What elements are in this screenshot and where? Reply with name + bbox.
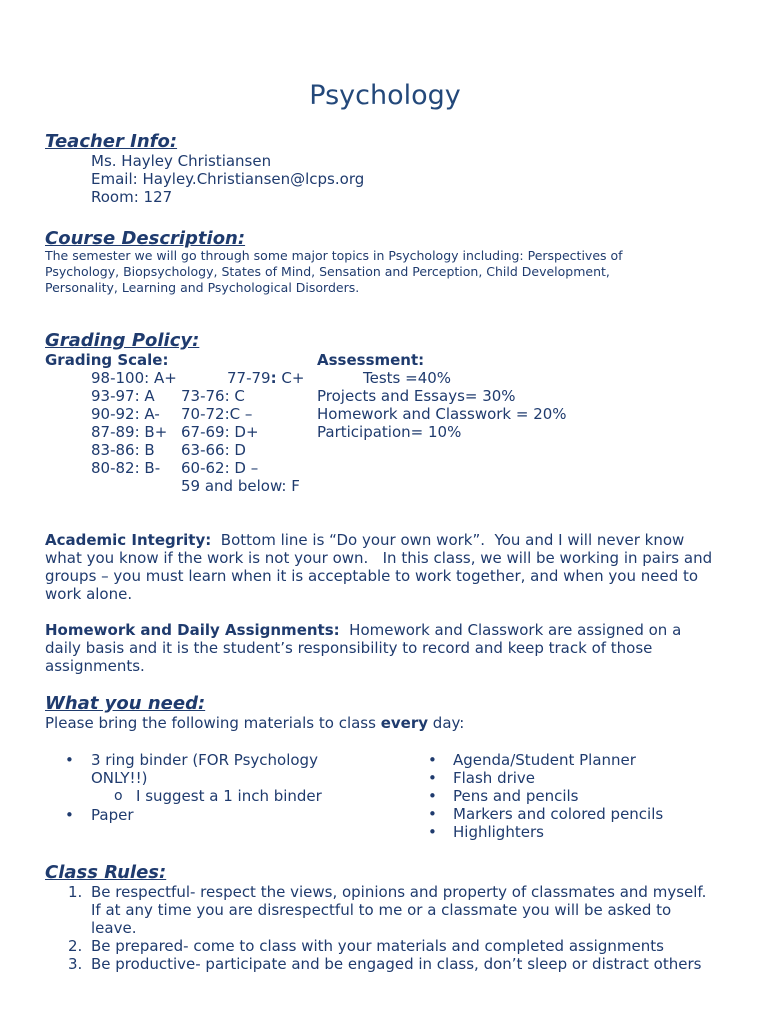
grade-range: 63-66: D	[181, 441, 246, 459]
materials-item: 3 ring binder (FOR Psychology	[91, 751, 318, 769]
academic-integrity-label: Academic Integrity:	[45, 531, 212, 549]
course-description-line: Personality, Learning and Psychological Disorders.	[45, 280, 360, 295]
materials-intro-text: Please bring the following materials to class	[45, 714, 381, 732]
grading-scale-label: Grading Scale:	[45, 351, 169, 369]
homework-line	[45, 621, 681, 639]
teacher-name: Ms. Hayley Christiansen	[91, 152, 272, 170]
rule-text: leave.	[91, 919, 137, 937]
grade-range: 59 and below: F	[181, 477, 300, 495]
materials-item: Flash drive	[453, 769, 536, 787]
grade-range: 87-89: B+	[91, 423, 168, 441]
course-description-line: The semester we will go through some major topics in Psychology including: Perspectives of	[45, 248, 623, 263]
materials-item: Paper	[91, 806, 134, 824]
teacher-email: Email: Hayley.Christiansen@lcps.org	[91, 170, 365, 188]
materials-intro-text: day:	[428, 714, 465, 732]
materials-item: Markers and colored pencils	[453, 805, 664, 823]
academic-integrity-line: what you know if the work is not your own. In this class, we will be working in pairs and	[45, 549, 713, 567]
bullet-icon: •	[428, 805, 437, 823]
rule-number: 2.	[68, 937, 83, 955]
grade-range: 80-82: B-	[91, 459, 161, 477]
rule-text: If at any time you are disrespectful to me or a classmate you will be asked to	[91, 901, 672, 919]
what-you-need-heading: What you need:	[45, 693, 206, 714]
assessment-item: Projects and Essays= 30%	[317, 387, 516, 405]
grade-range-colon: :	[270, 369, 277, 387]
grade-range: 67-69: D+	[181, 423, 259, 441]
materials-intro	[45, 714, 464, 732]
bullet-icon: •	[65, 806, 74, 824]
grade-range-value: 77-79	[227, 369, 271, 387]
assessment-item: Participation= 10%	[317, 423, 462, 441]
grade-range: 60-62: D –	[181, 459, 259, 477]
academic-integrity-text: Bottom line is “Do your own work”. You and I will never know	[211, 531, 685, 549]
materials-intro-emphasis: every	[380, 714, 429, 732]
sub-bullet-icon: o	[114, 788, 123, 804]
materials-item: ONLY!!)	[91, 769, 148, 787]
bullet-icon: •	[65, 751, 74, 769]
class-rules-heading: Class Rules:	[45, 862, 167, 883]
teacher-room: Room: 127	[91, 188, 173, 206]
homework-line: daily basis and it is the student’s responsibility to record and keep track of those	[45, 639, 653, 657]
rule-number: 1.	[68, 883, 83, 901]
bullet-icon: •	[428, 787, 437, 805]
grade-range: 90-92: A-	[91, 405, 160, 423]
academic-integrity-line	[45, 531, 684, 549]
assessment-item: Tests =40%	[363, 369, 452, 387]
materials-item: Pens and pencils	[453, 787, 579, 805]
bullet-icon: •	[428, 751, 437, 769]
academic-integrity-line: groups – you must learn when it is acceptable to work together, and when you need to	[45, 567, 699, 585]
page-title: Psychology	[309, 80, 461, 111]
rule-text: Be productive- participate and be engaged in class, don’t sleep or distract others	[91, 955, 702, 973]
assessment-item: Homework and Classwork = 20%	[317, 405, 567, 423]
teacher-info-heading: Teacher Info:	[45, 131, 178, 152]
grade-range: 73-76: C	[181, 387, 245, 405]
homework-line: assignments.	[45, 657, 145, 675]
grade-range: 98-100: A+	[91, 369, 177, 387]
assessment-label: Assessment:	[317, 351, 425, 369]
grade-range	[227, 369, 304, 387]
rule-text: Be prepared- come to class with your materials and completed assignments	[91, 937, 664, 955]
grade-range: 93-97: A	[91, 387, 155, 405]
rule-number: 3.	[68, 955, 83, 973]
homework-label: Homework and Daily Assignments:	[45, 621, 340, 639]
materials-item: Agenda/Student Planner	[453, 751, 636, 769]
homework-text: Homework and Classwork are assigned on a	[339, 621, 682, 639]
grade-range: 70-72:C –	[181, 405, 253, 423]
course-description-line: Psychology, Biopsychology, States of Mind, Sensation and Perception, Child Development,	[45, 264, 610, 279]
rule-text: Be respectful- respect the views, opinions and property of classmates and myself.	[91, 883, 707, 901]
grade-range-letter: C+	[276, 369, 305, 387]
materials-subitem: I suggest a 1 inch binder	[136, 787, 322, 805]
bullet-icon: •	[428, 823, 437, 841]
bullet-icon: •	[428, 769, 437, 787]
grading-policy-heading: Grading Policy:	[45, 330, 200, 351]
course-description-heading: Course Description:	[45, 228, 246, 249]
materials-item: Highlighters	[453, 823, 544, 841]
academic-integrity-line: work alone.	[45, 585, 133, 603]
grade-range: 83-86: B	[91, 441, 155, 459]
